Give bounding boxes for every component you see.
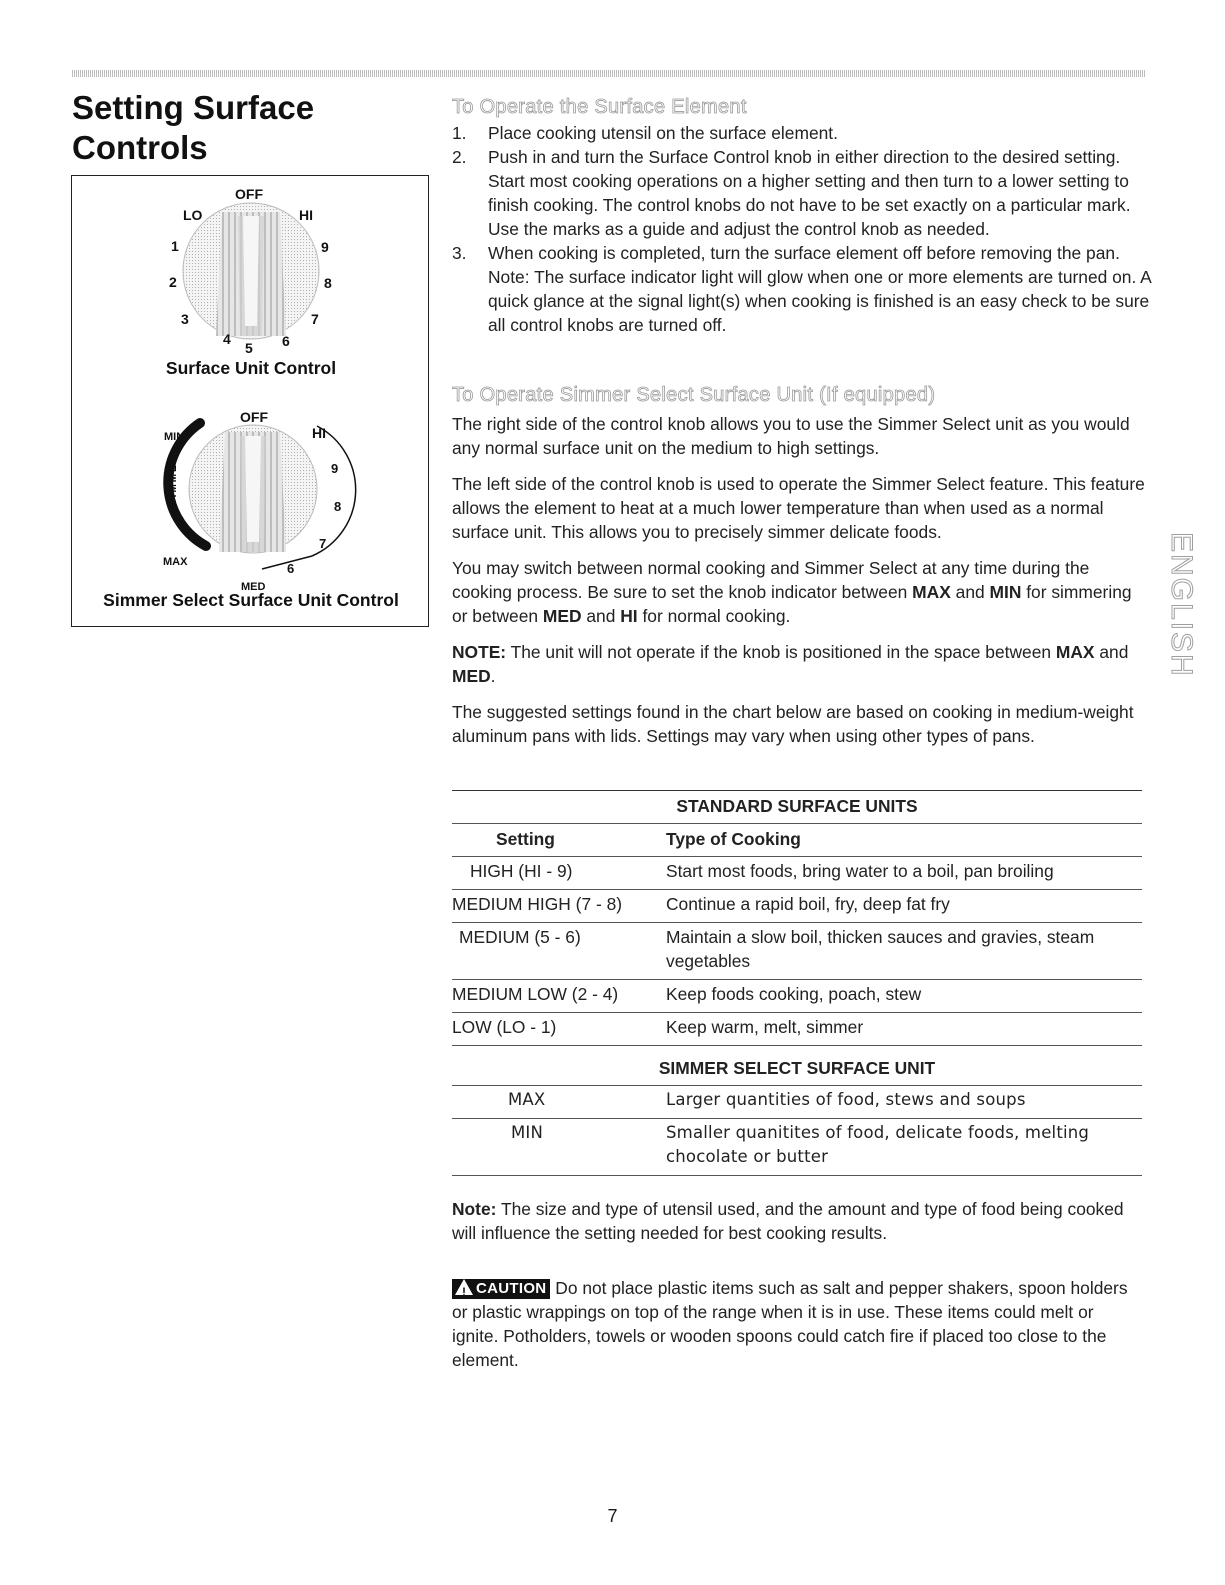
knob2-arc-text: SIMMER xyxy=(168,454,179,506)
step-item: 1. Place cooking utensil on the surface element. xyxy=(452,123,838,143)
knob2-label-hi: HI xyxy=(312,425,326,441)
knob2-label-8: 8 xyxy=(334,499,342,514)
table-row: LOW (LO - 1) Keep warm, melt, simmer xyxy=(452,1013,1142,1046)
simmer-para-1: The right side of the control knob allows you to use the Simmer Select unit as you would any normal surface unit on the medium to high settings. xyxy=(452,414,1130,458)
simmer-table-title: SIMMER SELECT SURFACE UNIT xyxy=(452,1046,1142,1086)
knob2-label-6: 6 xyxy=(287,561,295,576)
knob-illustrations xyxy=(72,176,430,628)
knob1-label-7: 7 xyxy=(311,311,319,327)
knob1-label-off: OFF xyxy=(235,186,263,202)
simmer-select-knob xyxy=(168,423,355,569)
knob1-label-lo: LO xyxy=(183,207,203,223)
step-item: 3. When cooking is completed, turn the surface element off before removing the pan. Note: The surface indicator light will glow when one or more elements are turned on. A quick glance at the signal light(s) when cooking is finished is an easy check to be sure all control knobs are turned off. xyxy=(452,243,1151,335)
section2-body xyxy=(452,412,1145,760)
standard-surface-units-table xyxy=(452,790,1142,1176)
knob2-label-9: 9 xyxy=(331,461,339,476)
knob1-label-8: 8 xyxy=(324,275,332,291)
page-title: Setting Surface Controls xyxy=(72,89,315,166)
knob1-label-1: 1 xyxy=(171,238,179,254)
surface-unit-knob xyxy=(183,203,319,339)
knob2-label-off: OFF xyxy=(240,409,268,425)
language-tab-label: ENGLISH xyxy=(1165,532,1199,678)
knob1-label-3: 3 xyxy=(181,311,189,327)
step-item: 2. Push in and turn the Surface Control knob in either direction to the desired setting. Start most cooking operations on a higher setting and then turn to a lower setting to finish cooking. The control knobs do not have to be set exactly on a particular mark. Use the marks as a guide and adjust the control knob as needed. xyxy=(452,147,1131,239)
knob2-label-min: MIN xyxy=(164,431,185,443)
knob1-label-5: 5 xyxy=(245,340,253,356)
language-tab xyxy=(1155,520,1205,680)
table-row: MEDIUM HIGH (7 - 8) Continue a rapid boil, fry, deep fat fry xyxy=(452,890,1142,923)
table-row: MEDIUM LOW (2 - 4) Keep foods cooking, poach, stew xyxy=(452,980,1142,1013)
section-title-surface-element: To Operate the Surface Element xyxy=(452,96,747,118)
caution-block: ! CAUTION Do not place plastic items such as salt and pepper shakers, spoon holders or plastic wrappings on top of the range when it is in use. These items could melt or ignite. Potholders, towels or wooden spoons could catch fire if placed too close to the element. xyxy=(452,1278,1128,1370)
surface-element-steps xyxy=(452,121,1152,337)
knob1-caption: Surface Unit Control xyxy=(165,358,337,378)
table-row: MEDIUM (5 - 6) Maintain a slow boil, thicken sauces and gravies, steam vegetables xyxy=(452,923,1142,980)
knob2-label-max: MAX xyxy=(163,556,188,568)
knob2-label-med: MED xyxy=(241,581,266,593)
simmer-para-4: The suggested settings found in the chart below are based on cooking in medium-weight aluminum pans with lids. Settings may vary when using other types of pans. xyxy=(452,702,1134,746)
simmer-note: NOTE: The unit will not operate if the knob is positioned in the space between MAX and MED. xyxy=(452,642,1129,686)
knob1-label-4: 4 xyxy=(223,331,231,347)
knob2-label-7: 7 xyxy=(319,536,327,551)
table-row: HIGH (HI - 9) Start most foods, bring water to a boil, pan broiling xyxy=(452,857,1142,890)
header-type-of-cooking: Type of Cooking xyxy=(666,829,801,849)
warning-icon: ! xyxy=(455,1279,473,1295)
header-setting: Setting xyxy=(496,829,555,849)
table-header-row xyxy=(452,824,1142,857)
top-rule xyxy=(72,70,1145,77)
simmer-para-2: The left side of the control knob is used to operate the Simmer Select feature. This feature allows the element to heat at a much lower temperature than when used as a normal surface unit. This allows you to precisely simmer delicate foods. xyxy=(452,474,1145,542)
caution-badge: ! CAUTION xyxy=(452,1279,550,1299)
knob1-label-2: 2 xyxy=(169,274,177,290)
table-row: MIN Smaller quanitites of food, delicate foods, melting chocolate or butter xyxy=(452,1119,1142,1176)
knob2-caption: Simmer Select Surface Unit Control xyxy=(103,590,399,610)
table-row: MAX Larger quantities of food, stews and soups xyxy=(452,1086,1142,1119)
cooking-note: Note: The size and type of utensil used, and the amount and type of food being cooked will influence the setting needed for best cooking results. xyxy=(452,1199,1124,1243)
knob1-label-9: 9 xyxy=(321,239,329,255)
knob1-label-6: 6 xyxy=(282,333,290,349)
standard-table-title: STANDARD SURFACE UNITS xyxy=(452,791,1142,824)
page-number: 7 xyxy=(607,1506,618,1526)
section-title-simmer-select: To Operate Simmer Select Surface Unit (If equipped) xyxy=(452,384,936,406)
section1-body xyxy=(452,121,1152,337)
knob-figure-box xyxy=(71,175,429,627)
knob1-label-hi: HI xyxy=(299,207,313,223)
simmer-para-3: You may switch between normal cooking and Simmer Select at any time during the cooking process. Be sure to set the knob indicator between MAX and MIN for simmering or between MED and HI for normal cooking. xyxy=(452,558,1132,626)
